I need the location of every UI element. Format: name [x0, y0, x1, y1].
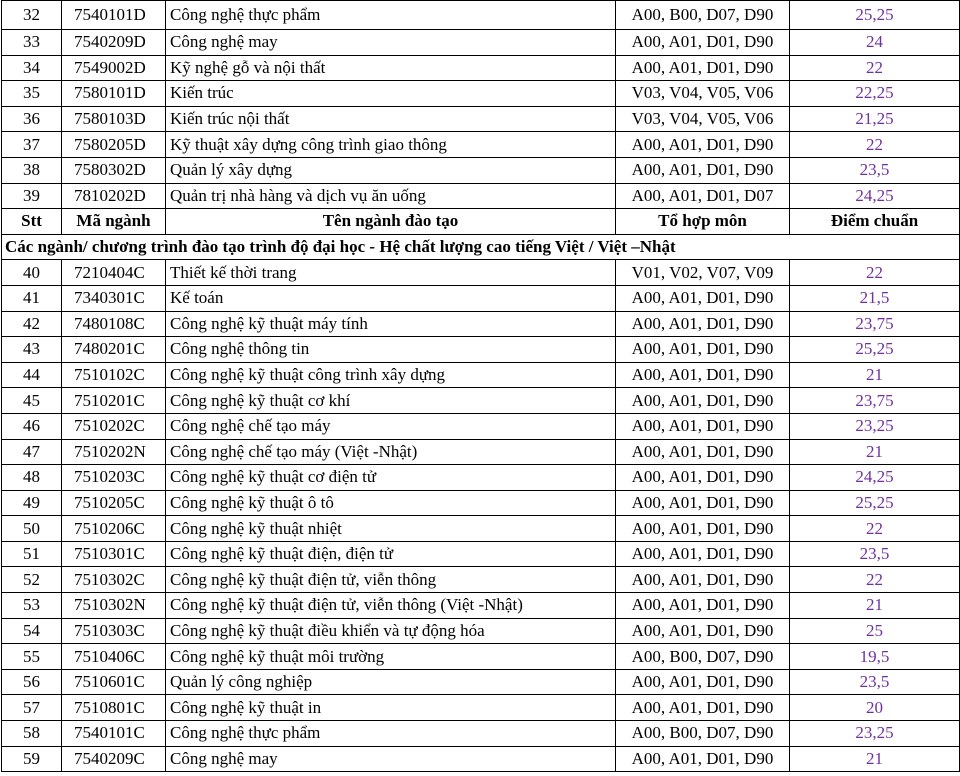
cell-code: 7510102C	[62, 362, 166, 388]
cell-combination: A00, A01, D01, D90	[616, 746, 790, 772]
cell-name: Kỹ thuật xây dựng công trình giao thông	[166, 132, 616, 158]
cell-score: 22	[790, 516, 960, 542]
table-header	[2, 209, 960, 260]
cell-stt: 49	[2, 490, 62, 516]
cell-name: Công nghệ thông tin	[166, 337, 616, 363]
cell-score: 22	[790, 567, 960, 593]
cell-score: 25	[790, 618, 960, 644]
cell-score: 21	[790, 746, 960, 772]
table-row	[2, 746, 960, 772]
cell-name: Công nghệ kỹ thuật ô tô	[166, 490, 616, 516]
cell-stt: 43	[2, 337, 62, 363]
cell-stt: 40	[2, 260, 62, 286]
table-row	[2, 516, 960, 542]
cell-name: Kiến trúc	[166, 81, 616, 107]
cell-stt: 56	[2, 669, 62, 695]
cell-combination: V01, V02, V07, V09	[616, 260, 790, 286]
header-code: Mã ngành	[62, 209, 166, 235]
cell-name: Công nghệ kỹ thuật công trình xây dựng	[166, 362, 616, 388]
table-row	[2, 695, 960, 721]
cell-stt: 53	[2, 593, 62, 619]
cell-name: Công nghệ kỹ thuật nhiệt	[166, 516, 616, 542]
cell-combination: A00, A01, D01, D90	[616, 132, 790, 158]
table-row	[2, 388, 960, 414]
header-combination: Tổ hợp môn	[616, 209, 790, 235]
cell-stt: 41	[2, 285, 62, 311]
cell-stt: 46	[2, 413, 62, 439]
cell-code: 7340301C	[62, 285, 166, 311]
cell-name: Công nghệ may	[166, 746, 616, 772]
cell-name: Công nghệ kỹ thuật cơ điện tử	[166, 465, 616, 491]
cell-combination: A00, A01, D01, D90	[616, 388, 790, 414]
cell-name: Công nghệ kỹ thuật máy tính	[166, 311, 616, 337]
cell-combination: A00, A01, D01, D90	[616, 30, 790, 56]
cell-stt: 38	[2, 157, 62, 183]
table-body-top	[2, 1, 960, 209]
cell-combination: A00, A01, D01, D90	[616, 362, 790, 388]
table-row	[2, 260, 960, 286]
cell-combination: V03, V04, V05, V06	[616, 106, 790, 132]
cell-score: 22	[790, 132, 960, 158]
cell-combination: A00, A01, D01, D90	[616, 593, 790, 619]
cell-stt: 51	[2, 541, 62, 567]
table-row	[2, 644, 960, 670]
table-row	[2, 362, 960, 388]
cell-combination: A00, A01, D01, D07	[616, 183, 790, 209]
cell-code: 7540209C	[62, 746, 166, 772]
cell-combination: A00, A01, D01, D90	[616, 157, 790, 183]
cell-name: Công nghệ thực phẩm	[166, 1, 616, 30]
cell-code: 7510406C	[62, 644, 166, 670]
cell-stt: 55	[2, 644, 62, 670]
cell-stt: 48	[2, 465, 62, 491]
cell-code: 7510205C	[62, 490, 166, 516]
cell-stt: 57	[2, 695, 62, 721]
table-row	[2, 567, 960, 593]
cell-stt: 39	[2, 183, 62, 209]
table-row	[2, 413, 960, 439]
cell-stt: 44	[2, 362, 62, 388]
cell-score: 24,25	[790, 465, 960, 491]
table-row	[2, 721, 960, 747]
cell-code: 7510301C	[62, 541, 166, 567]
cell-score: 21,25	[790, 106, 960, 132]
cell-code: 7580101D	[62, 81, 166, 107]
table-row	[2, 541, 960, 567]
cell-code: 7810202D	[62, 183, 166, 209]
cell-stt: 32	[2, 1, 62, 30]
cell-combination: A00, A01, D01, D90	[616, 490, 790, 516]
cell-name: Quản trị nhà hàng và dịch vụ ăn uống	[166, 183, 616, 209]
cell-combination: A00, A01, D01, D90	[616, 55, 790, 81]
cell-score: 21	[790, 593, 960, 619]
cell-score: 22	[790, 260, 960, 286]
cell-code: 7580302D	[62, 157, 166, 183]
cell-score: 24,25	[790, 183, 960, 209]
cell-score: 23,5	[790, 669, 960, 695]
table-row	[2, 618, 960, 644]
cell-stt: 36	[2, 106, 62, 132]
cell-name: Công nghệ kỹ thuật điện tử, viễn thông	[166, 567, 616, 593]
cell-combination: A00, A01, D01, D90	[616, 618, 790, 644]
cell-combination: V03, V04, V05, V06	[616, 81, 790, 107]
cell-stt: 47	[2, 439, 62, 465]
cell-code: 7510302C	[62, 567, 166, 593]
cell-code: 7210404C	[62, 260, 166, 286]
cell-combination: A00, B00, D07, D90	[616, 1, 790, 30]
cell-score: 20	[790, 695, 960, 721]
cell-score: 24	[790, 30, 960, 56]
cell-code: 7540101C	[62, 721, 166, 747]
cell-name: Công nghệ kỹ thuật cơ khí	[166, 388, 616, 414]
cell-code: 7510202N	[62, 439, 166, 465]
cell-code: 7510206C	[62, 516, 166, 542]
cell-code: 7510302N	[62, 593, 166, 619]
cell-code: 7549002D	[62, 55, 166, 81]
cell-name: Công nghệ kỹ thuật môi trường	[166, 644, 616, 670]
table-row	[2, 490, 960, 516]
cell-name: Công nghệ kỹ thuật điện tử, viễn thông (Việt -Nhật)	[166, 593, 616, 619]
cell-name: Công nghệ may	[166, 30, 616, 56]
cell-score: 22	[790, 55, 960, 81]
cell-score: 21,5	[790, 285, 960, 311]
cell-combination: A00, B00, D07, D90	[616, 644, 790, 670]
cell-name: Quản lý công nghiệp	[166, 669, 616, 695]
cell-combination: A00, A01, D01, D90	[616, 285, 790, 311]
cell-combination: A00, A01, D01, D90	[616, 541, 790, 567]
table-row	[2, 183, 960, 209]
cell-score: 25,25	[790, 337, 960, 363]
cell-stt: 50	[2, 516, 62, 542]
cell-stt: 59	[2, 746, 62, 772]
table-row	[2, 157, 960, 183]
cell-score: 22,25	[790, 81, 960, 107]
cell-stt: 34	[2, 55, 62, 81]
cell-score: 23,25	[790, 413, 960, 439]
table-row	[2, 593, 960, 619]
cell-stt: 35	[2, 81, 62, 107]
section-row	[2, 234, 960, 260]
cell-combination: A00, B00, D07, D90	[616, 721, 790, 747]
cell-stt: 42	[2, 311, 62, 337]
cell-name: Kỹ nghệ gỗ và nội thất	[166, 55, 616, 81]
cell-combination: A00, A01, D01, D90	[616, 337, 790, 363]
header-score: Điểm chuẩn	[790, 209, 960, 235]
cell-score: 23,25	[790, 721, 960, 747]
table-row	[2, 311, 960, 337]
cell-code: 7510601C	[62, 669, 166, 695]
cell-name: Quản lý xây dựng	[166, 157, 616, 183]
cell-code: 7510202C	[62, 413, 166, 439]
section-title: Các ngành/ chương trình đào tạo trình độ đại học - Hệ chất lượng cao tiếng Việt / Việt –Nhật	[2, 234, 960, 260]
cell-combination: A00, A01, D01, D90	[616, 669, 790, 695]
table-row	[2, 669, 960, 695]
cell-stt: 58	[2, 721, 62, 747]
cell-code: 7480108C	[62, 311, 166, 337]
table-body-bottom	[2, 260, 960, 772]
cell-name: Công nghệ kỹ thuật in	[166, 695, 616, 721]
cell-score: 25,25	[790, 1, 960, 30]
cell-name: Công nghệ kỹ thuật điện, điện tử	[166, 541, 616, 567]
cell-stt: 52	[2, 567, 62, 593]
cell-combination: A00, A01, D01, D90	[616, 311, 790, 337]
cell-name: Công nghệ chế tạo máy	[166, 413, 616, 439]
cell-name: Công nghệ chế tạo máy (Việt -Nhật)	[166, 439, 616, 465]
table-row	[2, 81, 960, 107]
cell-combination: A00, A01, D01, D90	[616, 465, 790, 491]
cell-score: 19,5	[790, 644, 960, 670]
cell-stt: 54	[2, 618, 62, 644]
admission-score-table	[1, 0, 960, 772]
cell-name: Công nghệ kỹ thuật điều khiển và tự động hóa	[166, 618, 616, 644]
cell-combination: A00, A01, D01, D90	[616, 567, 790, 593]
header-stt: Stt	[2, 209, 62, 235]
cell-name: Công nghệ thực phẩm	[166, 721, 616, 747]
table-row	[2, 1, 960, 30]
cell-code: 7510201C	[62, 388, 166, 414]
cell-code: 7580103D	[62, 106, 166, 132]
cell-name: Thiết kế thời trang	[166, 260, 616, 286]
cell-stt: 37	[2, 132, 62, 158]
table-row	[2, 337, 960, 363]
cell-code: 7540101D	[62, 1, 166, 30]
cell-combination: A00, A01, D01, D90	[616, 516, 790, 542]
cell-combination: A00, A01, D01, D90	[616, 695, 790, 721]
table-row	[2, 30, 960, 56]
cell-code: 7480201C	[62, 337, 166, 363]
cell-score: 23,5	[790, 541, 960, 567]
cell-score: 21	[790, 439, 960, 465]
cell-stt: 33	[2, 30, 62, 56]
table-row	[2, 106, 960, 132]
cell-name: Kiến trúc nội thất	[166, 106, 616, 132]
cell-stt: 45	[2, 388, 62, 414]
cell-combination: A00, A01, D01, D90	[616, 413, 790, 439]
cell-code: 7510303C	[62, 618, 166, 644]
cell-combination: A00, A01, D01, D90	[616, 439, 790, 465]
header-row	[2, 209, 960, 235]
cell-score: 21	[790, 362, 960, 388]
cell-code: 7580205D	[62, 132, 166, 158]
cell-score: 25,25	[790, 490, 960, 516]
cell-score: 23,75	[790, 311, 960, 337]
table-row	[2, 55, 960, 81]
table-row	[2, 465, 960, 491]
cell-score: 23,5	[790, 157, 960, 183]
cell-score: 23,75	[790, 388, 960, 414]
table-row	[2, 439, 960, 465]
cell-code: 7510203C	[62, 465, 166, 491]
table-row	[2, 285, 960, 311]
table-row	[2, 132, 960, 158]
cell-name: Kế toán	[166, 285, 616, 311]
cell-code: 7510801C	[62, 695, 166, 721]
cell-code: 7540209D	[62, 30, 166, 56]
header-name: Tên ngành đào tạo	[166, 209, 616, 235]
